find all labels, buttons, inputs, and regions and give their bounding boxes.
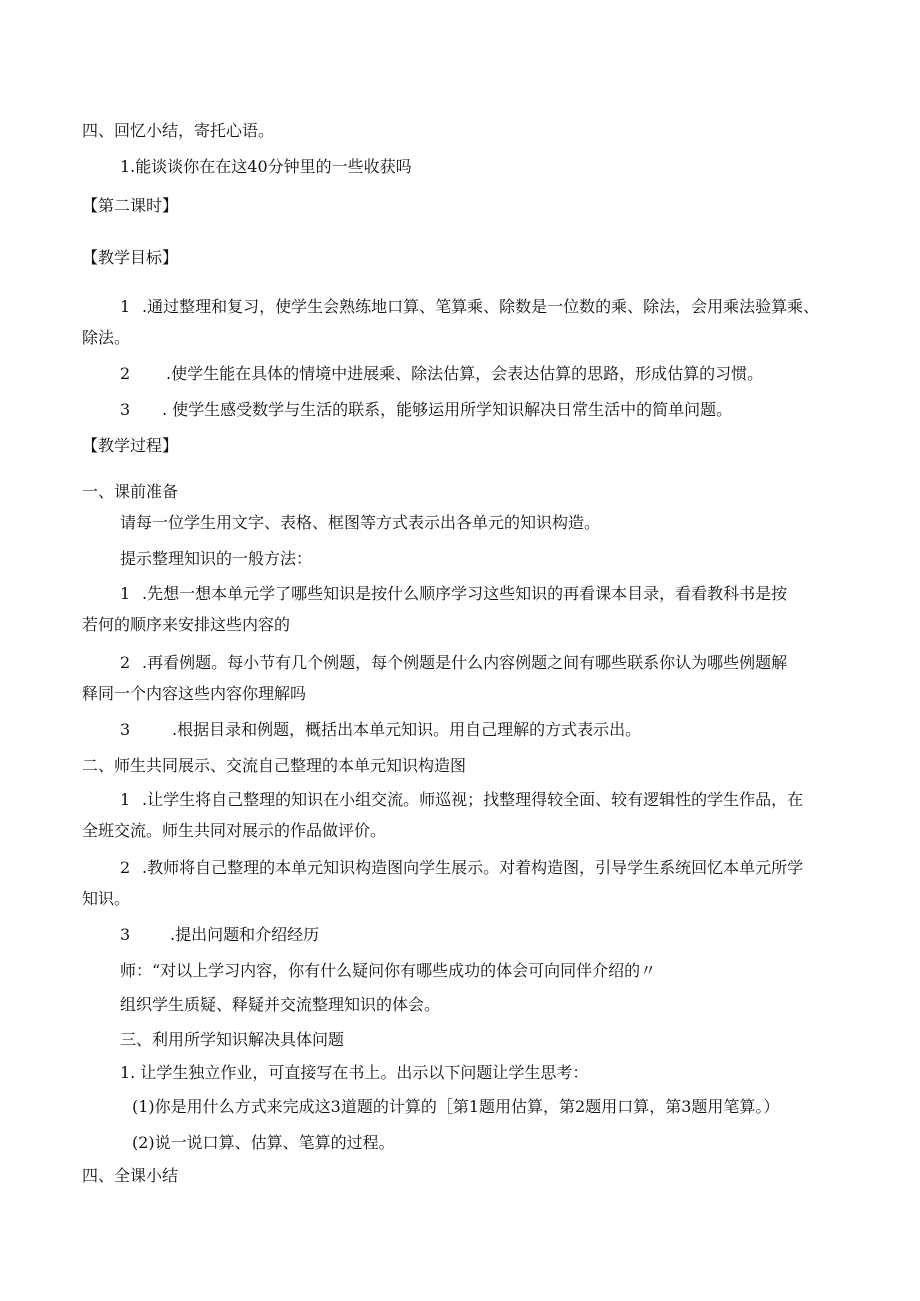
paragraph: 提示整理知识的一般方法：: [120, 549, 313, 568]
paragraph: 请每一位学生用文字、表格、框图等方式表示出各单元的知识构造。: [120, 513, 601, 532]
item-continuation: 释同一个内容这些内容你理解吗: [82, 684, 307, 703]
item-text: .根据目录和例题，概括出本单元知识。用自己理解的方式表示出。: [172, 720, 642, 739]
goal-item: [120, 364, 763, 384]
item-number: 3: [120, 925, 131, 944]
item-number: 1: [120, 584, 131, 603]
item-text: .再看例题。每小节有几个例题，每个例题是什么内容例题之间有哪些联系你认为哪些例题解: [142, 653, 788, 672]
sub-item: (1)你是用什么方式来完成这3道题的计算的［第1题用估算，第2题用口算，第3题用笔算。）: [132, 1097, 780, 1116]
list-item: [120, 790, 803, 810]
goal-item: [120, 297, 819, 317]
item-continuation: 知识。: [82, 889, 131, 908]
item-number: 3: [120, 720, 131, 739]
section-heading: 四、全课小结: [82, 1166, 179, 1185]
item-text: . 使学生感受数学与生活的联系，能够运用所学知识解决日常生活中的简单问题。: [162, 400, 733, 419]
sub-item: (2)说一说口算、估算、笔算的过程。: [132, 1133, 395, 1152]
section-heading: 二、师生共同展示、交流自己整理的本单元知识构造图: [82, 756, 467, 775]
list-item: [120, 653, 787, 673]
paragraph: 1.能谈谈你在在这40分钟里的一些收获吗: [120, 157, 412, 176]
paragraph: 1. 让学生独立作业，可直接写在书上。出示以下问题让学生思考：: [120, 1063, 589, 1082]
item-text: .通过整理和复习，使学生会熟练地口算、笔算乘、除数是一位数的乘、除法，会用乘法验算乘、: [142, 297, 820, 316]
item-text: .先想一想本单元学了哪些知识是按什么顺序学习这些知识的再看课本目录，看看教科书是按: [142, 584, 788, 603]
item-text: .教师将自己整理的本单元知识构造图向学生展示。对着构造图，引导学生系统回忆本单元所学: [142, 858, 804, 877]
item-continuation: 全班交流。师生共同对展示的作品做评价。: [82, 821, 387, 840]
paragraph: 组织学生质疑、释疑并交流整理知识的体会。: [120, 995, 441, 1014]
process-header: 【教学过程】: [82, 436, 179, 455]
item-text: .让学生将自己整理的知识在小组交流。师巡视；找整理得较全面、较有逻辑性的学生作品，在: [142, 790, 804, 809]
item-number: 2: [120, 858, 131, 877]
item-continuation: 除法。: [82, 328, 131, 347]
list-item: [120, 584, 787, 604]
section-heading: 三、利用所学知识解决具体问题: [120, 1030, 345, 1049]
item-number: 3: [120, 400, 131, 419]
goal-item: [120, 400, 732, 420]
item-text: .使学生能在具体的情境中进展乘、除法估算，会表达估算的思路，形成估算的习惯。: [166, 364, 764, 383]
paragraph: 师：“对以上学习内容，你有什么疑问你有哪些成功的体会可向同伴介绍的〃: [120, 961, 657, 980]
lesson-header: 【第二课时】: [82, 196, 179, 215]
item-number: 1: [120, 790, 131, 809]
goals-header: 【教学目标】: [82, 248, 179, 267]
item-continuation: 若何的顺序来安排这些内容的: [82, 615, 291, 634]
section-heading: 四、回忆小结，寄托心语。: [82, 121, 275, 140]
list-item: [120, 858, 803, 878]
item-number: 1: [120, 297, 131, 316]
section-heading: 一、课前准备: [82, 482, 179, 501]
item-text: .提出问题和介绍经历: [170, 925, 320, 944]
list-item: [120, 925, 319, 945]
list-item: [120, 720, 641, 740]
item-number: 2: [120, 653, 131, 672]
item-number: 2: [120, 364, 131, 383]
